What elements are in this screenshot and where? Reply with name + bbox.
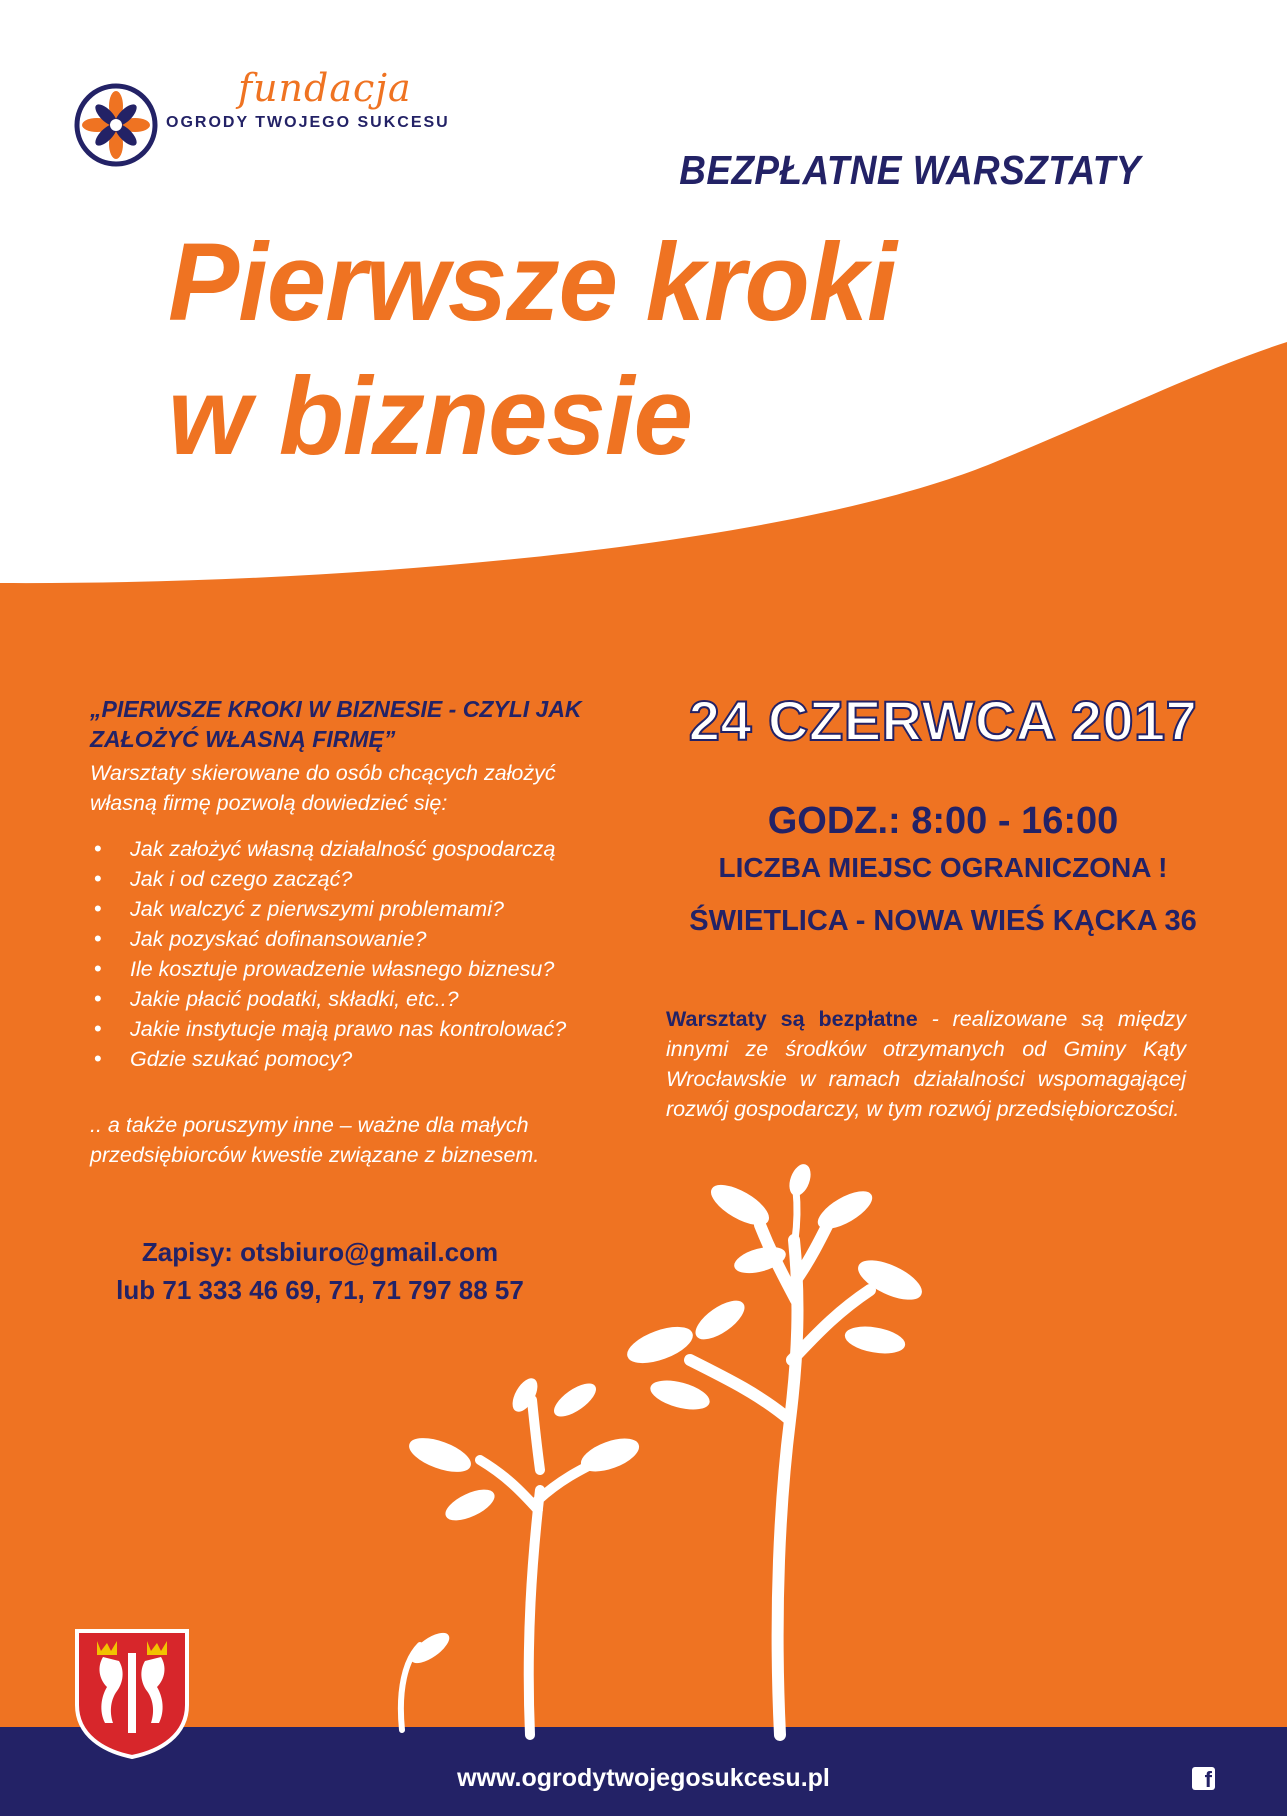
coat-of-arms-icon <box>73 1627 191 1759</box>
event-venue: ŚWIETLICA - NOWA WIEŚ KĄCKA 36 <box>689 905 1197 937</box>
seats-limited-note: LICZBA MIEJSC OGRANICZONA ! <box>718 852 1168 883</box>
logo-name: OGRODY TWOJEGO SUKCESU <box>166 114 450 131</box>
list-item: • Jak walczyć z pierwszymi problemami? <box>90 894 566 924</box>
funding-note <box>666 1004 1186 1124</box>
funding-note-bold: Warsztaty są bezpłatne <box>666 1007 918 1031</box>
list-item: • Jak założyć własną działalność gospodarczą <box>90 834 566 864</box>
list-item: • Jak i od czego zacząć? <box>90 864 566 894</box>
list-item: • Gdzie szukać pomocy? <box>90 1044 566 1074</box>
title-line-2: w biznesie <box>168 355 692 478</box>
subtitle: BEZPŁATNE WARSZTATY <box>679 147 1141 193</box>
workshop-outro: .. a także poruszymy inne – ważne dla małych przedsiębiorców kwestie związane z biznesem. <box>90 1113 540 1167</box>
list-item: • Jak pozyskać dofinansowanie? <box>90 924 566 954</box>
list-item: • Jakie instytucje mają prawo nas kontrolować? <box>90 1014 566 1044</box>
topic-list <box>90 834 566 1074</box>
title-line-1: Pierwsze kroki <box>168 221 896 344</box>
list-item: • Ile kosztuje prowadzenie własnego biznesu? <box>90 954 566 984</box>
facebook-icon[interactable]: f <box>1192 1767 1215 1790</box>
funding-note-rest: - realizowane są między innymi ze środków otrzymanych od Gminy Kąty Wrocławskie w ramach działalności wspomagającej rozwój gospodarczy, w tym rozwój przedsiębiorczości. <box>666 1007 1186 1121</box>
website-link[interactable]: www.ogrodytwojegosukcesu.pl <box>457 1764 830 1792</box>
workshop-lead: „PIERWSZE KROKI W BIZNESIE - CZYLI JAK ZAŁOŻYĆ WŁASNĄ FIRMĘ” <box>90 696 582 752</box>
list-item: • Jakie płacić podatki, składki, etc..? <box>90 984 566 1014</box>
logo-script-text: fundacja <box>238 66 412 110</box>
workshop-intro: Warsztaty skierowane do osób chcących założyć własną firmę pozwolą dowiedzieć się: <box>90 761 556 815</box>
event-hours: GODZ.: 8:00 - 16:00 <box>767 800 1119 842</box>
signup-email[interactable]: Zapisy: otsbiuro@gmail.com <box>141 1237 499 1267</box>
signup-phones[interactable]: lub 71 333 46 69, 71, 71 797 88 57 <box>116 1275 524 1305</box>
flower-star-icon <box>73 82 159 168</box>
event-date: 24 CZERWCA 2017 <box>688 689 1198 752</box>
